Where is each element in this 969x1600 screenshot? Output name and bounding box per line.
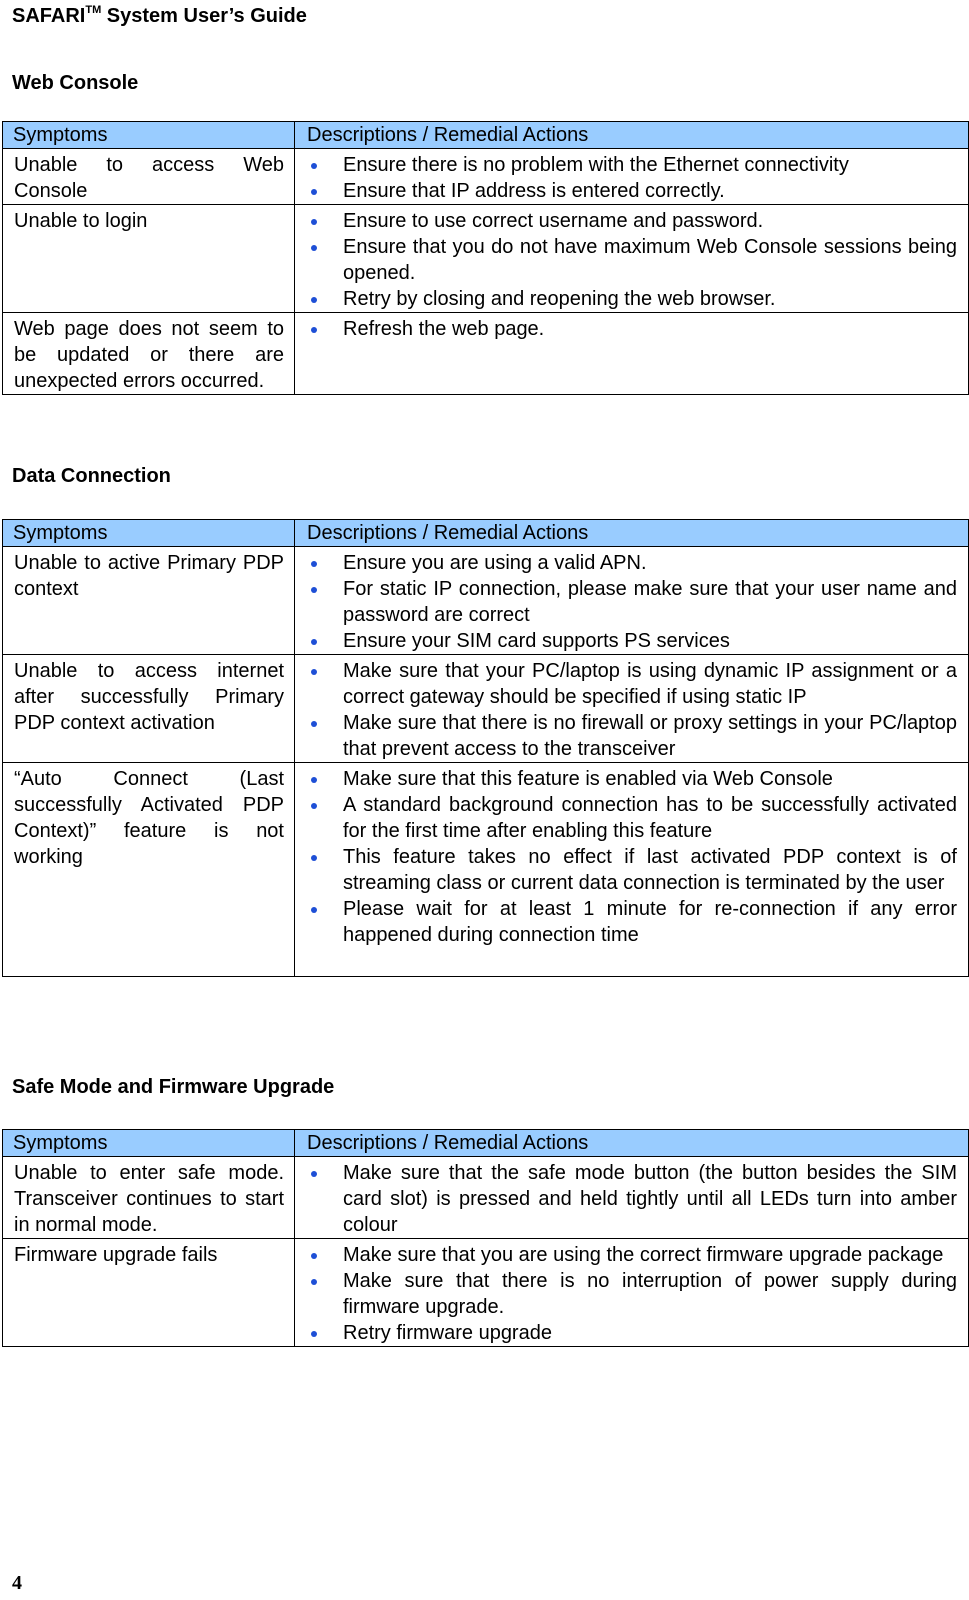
web-console-table <box>2 121 969 395</box>
action-item: Ensure that you do not have maximum Web Console sessions being opened. <box>295 234 957 286</box>
symptom-cell: Unable to login <box>3 205 295 313</box>
action-item: A standard background connection has to be successfully activated for the first time after enabling this feature <box>295 792 957 844</box>
symptom-cell: Unable to active Primary PDP context <box>3 547 295 655</box>
action-item: Ensure that IP address is entered correctly. <box>295 178 957 204</box>
section-title-data-connection: Data Connection <box>12 465 171 487</box>
symptom-cell: Firmware upgrade fails <box>3 1239 295 1347</box>
action-item: Ensure there is no problem with the Ethernet connectivity <box>295 152 957 178</box>
document-header <box>12 4 307 28</box>
action-item: Make sure that you are using the correct firmware upgrade package <box>295 1242 957 1268</box>
table-row <box>3 205 969 313</box>
descriptions-column-header: Descriptions / Remedial Actions <box>295 1130 969 1157</box>
action-item: Retry by closing and reopening the web browser. <box>295 286 957 312</box>
symptom-cell: “Auto Connect (Last successfully Activated PDP Context)” feature is not working <box>3 763 295 977</box>
section-title-web-console: Web Console <box>12 72 139 94</box>
section-title-safe-mode-firmware: Safe Mode and Firmware Upgrade <box>12 1076 335 1098</box>
table-row <box>3 547 969 655</box>
action-item: Make sure that the safe mode button (the button besides the SIM card slot) is pressed and held tightly until all LEDs turn into amber colour <box>295 1160 957 1238</box>
action-item: Retry firmware upgrade <box>295 1320 957 1346</box>
action-item: Refresh the web page. <box>295 316 957 342</box>
actions-cell <box>295 205 969 313</box>
actions-cell <box>295 313 969 395</box>
table-row <box>3 149 969 205</box>
safe-mode-firmware-table <box>2 1129 969 1347</box>
action-item: For static IP connection, please make sure that your user name and password are correct <box>295 576 957 628</box>
symptom-cell: Unable to access internet after successfully Primary PDP context activation <box>3 655 295 763</box>
table-header-row <box>3 1130 969 1157</box>
symptom-cell: Web page does not seem to be updated or there are unexpected errors occurred. <box>3 313 295 395</box>
table-row <box>3 763 969 977</box>
action-item: This feature takes no effect if last activated PDP context is of streaming class or current data connection is terminated by the user <box>295 844 957 896</box>
table-header-row <box>3 122 969 149</box>
action-item: Please wait for at least 1 minute for re-connection if any error happened during connection time <box>295 896 957 948</box>
actions-cell <box>295 149 969 205</box>
symptom-cell: Unable to access Web Console <box>3 149 295 205</box>
table-header-row <box>3 520 969 547</box>
action-item: Ensure your SIM card supports PS services <box>295 628 957 654</box>
action-item: Make sure that there is no interruption of power supply during firmware upgrade. <box>295 1268 957 1320</box>
page-number: 4 <box>12 1572 22 1594</box>
action-item: Ensure you are using a valid APN. <box>295 550 957 576</box>
table-row <box>3 655 969 763</box>
actions-cell <box>295 547 969 655</box>
descriptions-column-header: Descriptions / Remedial Actions <box>295 520 969 547</box>
actions-cell <box>295 655 969 763</box>
descriptions-column-header: Descriptions / Remedial Actions <box>295 122 969 149</box>
action-item: Ensure to use correct username and password. <box>295 208 957 234</box>
data-connection-table <box>2 519 969 977</box>
brand-name: SAFARI <box>12 5 86 27</box>
table-row <box>3 1239 969 1347</box>
table-row <box>3 313 969 395</box>
symptom-cell: Unable to enter safe mode. Transceiver continues to start in normal mode. <box>3 1157 295 1239</box>
action-item: Make sure that your PC/laptop is using dynamic IP assignment or a correct gateway should be specified if using static IP <box>295 658 957 710</box>
symptoms-column-header: Symptoms <box>3 1130 295 1157</box>
document-title: System User’s Guide <box>101 5 307 27</box>
action-item: Make sure that there is no firewall or proxy settings in your PC/laptop that prevent access to the transceiver <box>295 710 957 762</box>
actions-cell <box>295 763 969 977</box>
symptoms-column-header: Symptoms <box>3 520 295 547</box>
action-item: Make sure that this feature is enabled via Web Console <box>295 766 957 792</box>
actions-cell <box>295 1157 969 1239</box>
table-row <box>3 1157 969 1239</box>
symptoms-column-header: Symptoms <box>3 122 295 149</box>
actions-cell <box>295 1239 969 1347</box>
trademark-symbol: TM <box>85 4 102 16</box>
